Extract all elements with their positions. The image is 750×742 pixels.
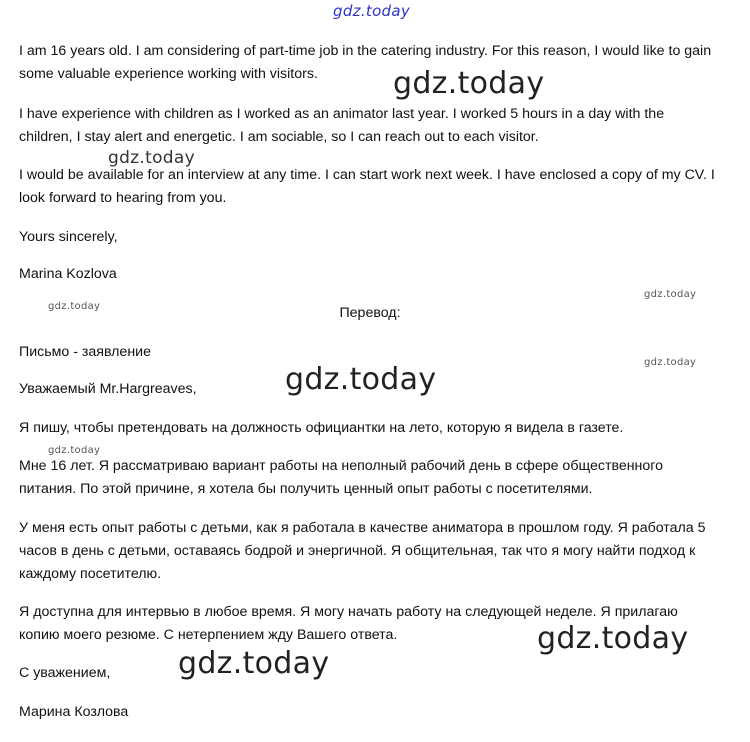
watermark: gdz.today bbox=[48, 301, 101, 312]
russian-greeting: Уважаемый Mr.Hargreaves, bbox=[19, 381, 197, 397]
english-paragraph-3: I would be available for an interview at any time. I can start work next week. I have enclosed a copy of my CV. I look forward to hearing from you. bbox=[19, 167, 715, 206]
watermark: gdz.today bbox=[178, 646, 330, 681]
russian-paragraph-4: Я доступна для интервью в любое время. Я могу начать работу на следующей неделе. Я прилагаю копию моего резюме. С нетерпением жду Вашего ответа. bbox=[19, 604, 678, 643]
watermark-top: gdz.today bbox=[333, 2, 411, 20]
watermark: gdz.today bbox=[393, 66, 545, 101]
watermark: gdz.today bbox=[644, 289, 697, 300]
russian-signature: Марина Козлова bbox=[19, 704, 129, 720]
english-paragraph-1: I am 16 years old. I am considering of part-time job in the catering industry. For this reason, I would like to gain some valuable experience working with visitors. bbox=[19, 43, 712, 82]
russian-paragraph-2: Мне 16 лет. Я рассматриваю вариант работы на неполный рабочий день в сфере общественного питания. По этой причине, я хотела бы получить ценный опыт работы с посетителями. bbox=[19, 458, 664, 497]
russian-title: Письмо - заявление bbox=[19, 344, 151, 360]
watermark: gdz.today bbox=[285, 362, 437, 397]
russian-paragraph-3: У меня есть опыт работы с детьми, как я работала в качестве аниматора в прошлом году. Я работала 5 часов в день с детьми, оставаясь бодрой и энергичной. Я общительная, так что я могу найти подход к каждому посетителю. bbox=[19, 520, 706, 582]
watermark: gdz.today bbox=[48, 445, 101, 456]
translation-heading: Перевод: bbox=[339, 305, 401, 321]
watermark: gdz.today bbox=[108, 148, 195, 168]
english-signature: Marina Kozlova bbox=[19, 266, 117, 282]
watermark: gdz.today bbox=[537, 621, 689, 656]
english-closing: Yours sincerely, bbox=[19, 229, 118, 245]
russian-closing: С уважением, bbox=[19, 665, 111, 681]
english-paragraph-2: I have experience with children as I worked as an animator last year. I worked 5 hours in a day with the children, I stay alert and energetic. I am sociable, so I can reach out to each visitor. bbox=[19, 106, 665, 145]
russian-paragraph-1: Я пишу, чтобы претендовать на должность официантки на лето, которую я видела в газете. bbox=[19, 420, 624, 436]
watermark: gdz.today bbox=[644, 357, 697, 368]
